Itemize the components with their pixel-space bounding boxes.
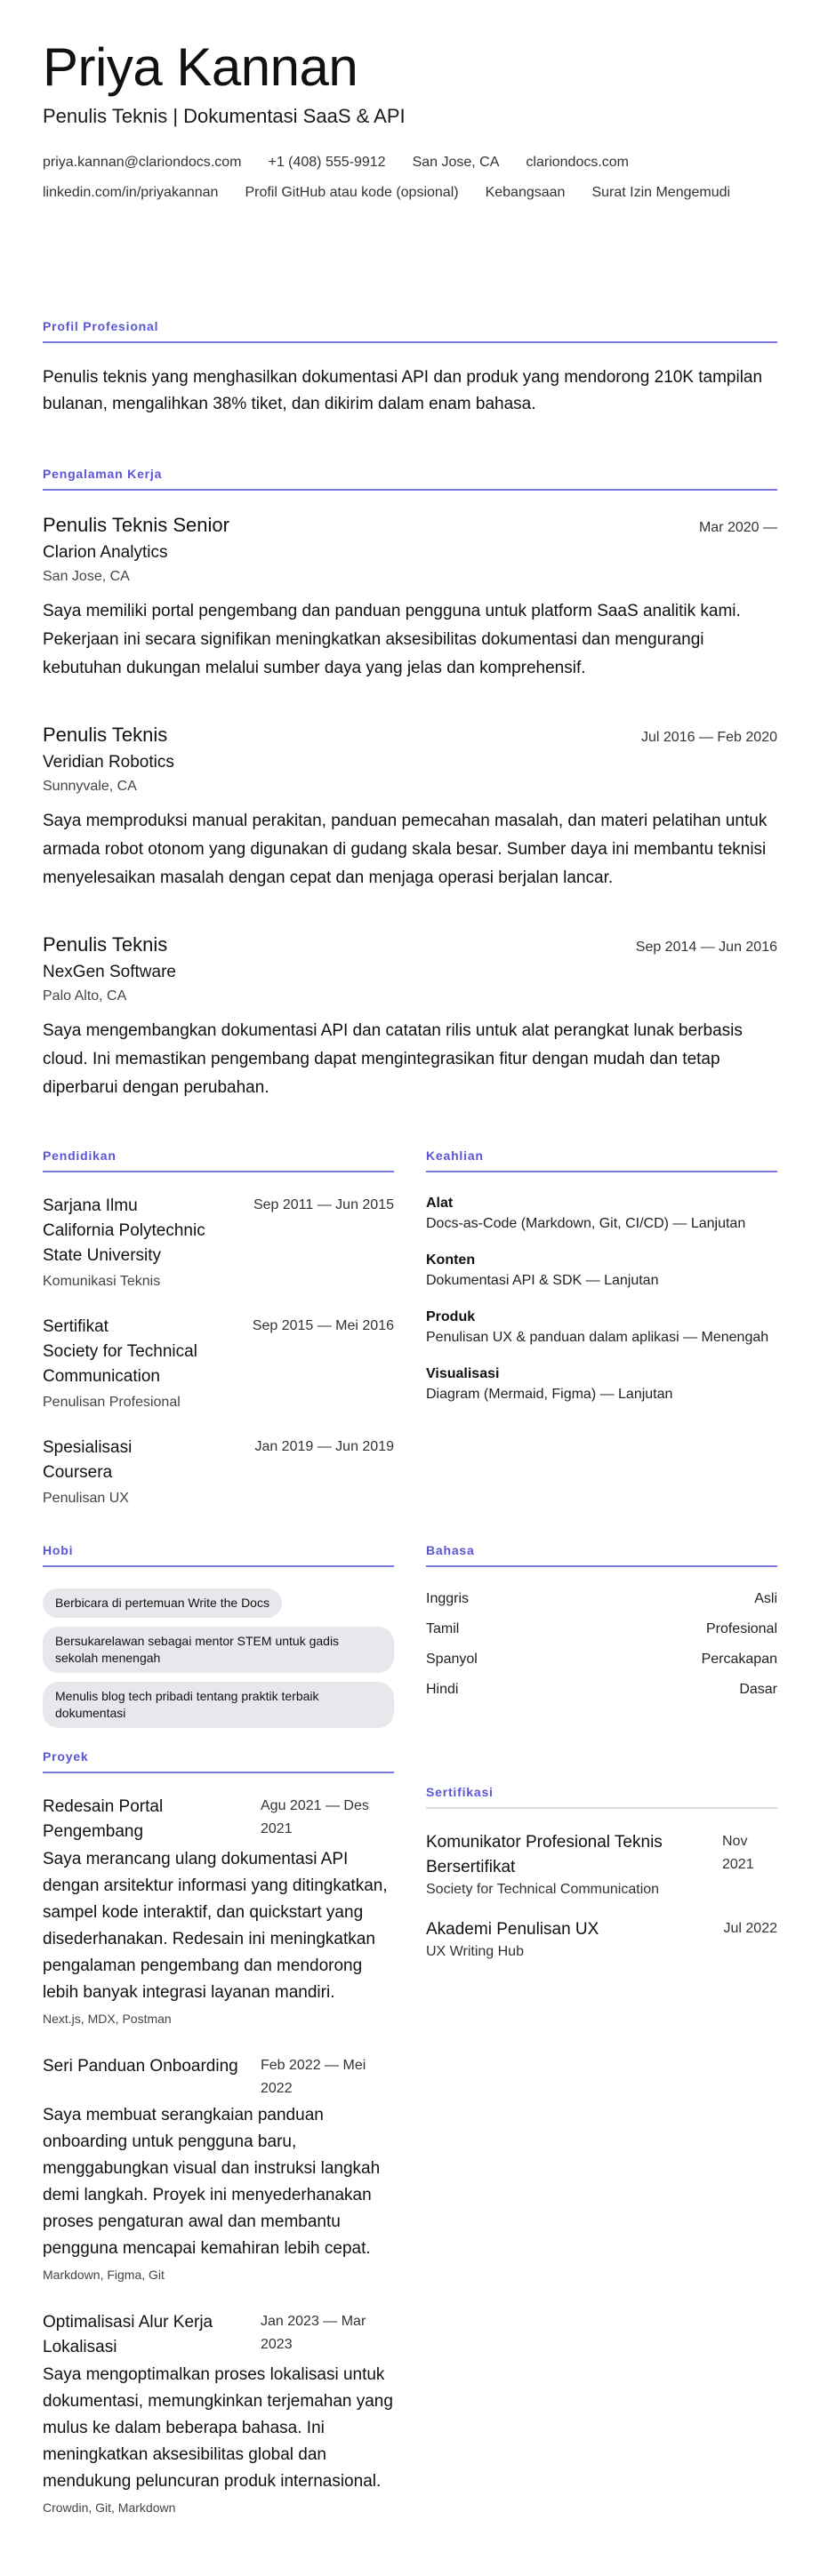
contact-github[interactable]: Profil GitHub atau kode (opsional) [245, 185, 459, 200]
skill-value: Dokumentasi API & SDK — Lanjutan [426, 1273, 659, 1288]
certification-date: Jul 2022 [723, 1921, 777, 1936]
summary-section [43, 319, 777, 467]
job-entry [43, 932, 777, 1102]
contact-email[interactable]: priya.kannan@clariondocs.com [43, 155, 242, 170]
language-level: Profesional [705, 1621, 777, 1636]
certification-entry [426, 1830, 777, 1900]
projects-section [43, 1749, 394, 2543]
job-company: Clarion Analytics [43, 543, 168, 562]
job-description: Saya mengembangkan dokumentasi API dan catatan rilis untuk alat perangkat lunak berbasis cloud. Ini memastikan pengembang dapat mengintegrasikan fitur dengan mudah dan tetap diperbarui dengan perubahan. [43, 1021, 743, 1097]
education-field: Komunikasi Teknis [43, 1274, 161, 1289]
job-date: Jul 2016 — Feb 2020 [641, 730, 777, 745]
language-level: Percakapan [701, 1652, 777, 1667]
project-tech: Crowdin, Git, Markdown [43, 2500, 176, 2515]
language-entry [426, 1649, 777, 1670]
hobbies-heading: Hobi [43, 1543, 394, 1567]
project-date: Agu 2021 — Des 2021 [261, 1798, 369, 1836]
hobby-list [43, 1588, 394, 1728]
job-location: Sunnyvale, CA [43, 779, 137, 794]
job-company: NexGen Software [43, 963, 176, 981]
language-name: Inggris [426, 1591, 470, 1606]
job-location: Palo Alto, CA [43, 988, 127, 1004]
certification-entry [426, 1917, 777, 1962]
skill-value: Penulisan UX & panduan dalam aplikasi — Menengah [426, 1330, 769, 1345]
certification-date: Nov 2021 [722, 1834, 754, 1872]
certification-title: Komunikator Profesional Teknis Bersertifikat [426, 1833, 663, 1876]
skill-entry [426, 1194, 777, 1235]
project-entry [43, 1795, 394, 2028]
certification-title: Akademi Penulisan UX [426, 1920, 599, 1939]
skill-entry [426, 1364, 777, 1405]
education-heading: Pendidikan [43, 1148, 394, 1172]
skill-category: Alat [426, 1196, 454, 1211]
education-entry [43, 1315, 394, 1412]
certifications-heading: Sertifikasi [426, 1785, 777, 1809]
skill-entry [426, 1251, 777, 1292]
language-level: Dasar [739, 1682, 777, 1697]
languages-heading: Bahasa [426, 1543, 777, 1567]
project-description: Saya mengoptimalkan proses lokalisasi untuk dokumentasi, memungkinkan terjemahan yang mulus ke dalam beberapa bahasa. Ini meningkatkan aksesibilitas global dan mendukung peluncuran produk internasional. [43, 2365, 393, 2491]
project-title: Redesain Portal Pengembang [43, 1797, 164, 1841]
hobbies-section [43, 1543, 394, 1749]
project-date: Feb 2022 — Mei 2022 [261, 2058, 366, 2096]
contact-linkedin[interactable]: linkedin.com/in/priyakannan [43, 185, 219, 200]
education-entry [43, 1194, 394, 1292]
language-name: Spanyol [426, 1652, 478, 1667]
job-description: Saya memiliki portal pengembang dan panduan pengguna untuk platform SaaS analitik kami. Pekerjaan ini secara signifikan meningkatkan aksesibilitas dokumentasi dan mengurangi kebutuhan dukungan melalui sumber daya yang jelas dan komprehensif. [43, 602, 741, 677]
project-description: Saya membuat serangkaian panduan onboarding untuk pengguna baru, menggabungkan visual dan instruksi langkah demi langkah. Proyek ini menyederhanakan proses pengaturan awal dan membantu pengguna mencapai kemahiran lebih cepat. [43, 2106, 381, 2258]
education-degree: Spesialisasi [43, 1438, 133, 1457]
education-degree: Sertifikat [43, 1317, 109, 1336]
job-company: Veridian Robotics [43, 753, 174, 772]
language-name: Tamil [426, 1621, 460, 1636]
summary-text: Penulis teknis yang menghasilkan dokumentasi API dan produk yang mendorong 210K tampilan bulanan, mengalihkan 38% tiket, dan dikirim dalam enam bahasa. [43, 368, 763, 413]
language-entry [426, 1619, 777, 1640]
projects-heading: Proyek [43, 1749, 394, 1773]
contact-license: Surat Izin Mengemudi [591, 185, 731, 200]
education-school: Coursera [43, 1463, 113, 1482]
job-description: Saya memproduksi manual perakitan, panduan pemecahan masalah, dan materi pelatihan untuk armada robot otonom yang digunakan di gudang skala besar. Sumber daya ini membantu teknisi menyelesaikan masalah dengan cepat dan menjaga operasi berjalan lancar. [43, 812, 768, 887]
hobbies-languages-row [43, 1543, 777, 1749]
experience-heading: Pengalaman Kerja [43, 467, 777, 491]
hobby-tag: Menulis blog tech pribadi tentang praktik terbaik dokumentasi [43, 1682, 394, 1728]
contact-website[interactable]: clariondocs.com [526, 155, 630, 170]
education-field: Penulisan UX [43, 1491, 129, 1506]
education-school: Society for Technical Communication [43, 1342, 197, 1386]
hobby-tag: Bersukarelawan sebagai mentor STEM untuk gadis sekolah menengah [43, 1627, 394, 1673]
project-entry [43, 2054, 394, 2284]
skill-category: Konten [426, 1252, 476, 1268]
job-date: Sep 2014 — Jun 2016 [635, 940, 777, 955]
project-description: Saya merancang ulang dokumentasi API dengan arsitektur informasi yang ditingkatkan, sampel kode interaktif, dan quickstart yang disederhanakan. Redesain ini meningkatkan pengalaman pengembang dan mendorong lebih banyak integrasi layanan mandiri. [43, 1850, 388, 2002]
contact-location: San Jose, CA [412, 155, 500, 170]
candidate-name: Priya Kannan [43, 37, 358, 97]
projects-certifications-row [43, 1749, 777, 2543]
summary-heading: Profil Profesional [43, 319, 777, 343]
language-entry [426, 1679, 777, 1700]
skill-value: Docs-as-Code (Markdown, Git, CI/CD) — Lanjutan [426, 1216, 746, 1231]
education-date: Sep 2011 — Jun 2015 [253, 1197, 394, 1212]
education-date: Sep 2015 — Mei 2016 [252, 1318, 394, 1333]
hobby-tag: Berbicara di pertemuan Write the Docs [43, 1588, 282, 1618]
education-school: California Polytechnic State University [43, 1221, 205, 1265]
job-title: Penulis Teknis [43, 933, 168, 956]
skills-section [426, 1148, 777, 1543]
language-name: Hindi [426, 1682, 459, 1697]
project-entry [43, 2310, 394, 2516]
education-date: Jan 2019 — Jun 2019 [254, 1439, 394, 1454]
job-title: Penulis Teknis Senior [43, 514, 229, 536]
contact-nationality: Kebangsaan [485, 185, 566, 200]
project-tech: Markdown, Figma, Git [43, 2268, 165, 2282]
contact-phone[interactable]: +1 (408) 555-9912 [268, 155, 386, 170]
certification-org: UX Writing Hub [426, 1944, 524, 1959]
job-title: Penulis Teknis [43, 724, 168, 746]
skill-category: Produk [426, 1309, 476, 1324]
skill-category: Visualisasi [426, 1366, 500, 1381]
languages-section [426, 1543, 777, 1749]
project-date: Jan 2023 — Mar 2023 [261, 2314, 366, 2352]
language-entry [426, 1588, 777, 1610]
education-field: Penulisan Profesional [43, 1395, 181, 1410]
education-entry [43, 1436, 394, 1508]
job-entry [43, 722, 777, 892]
project-tech: Next.js, MDX, Postman [43, 2012, 172, 2026]
experience-section [43, 467, 777, 1102]
project-title: Seri Panduan Onboarding [43, 2057, 238, 2076]
language-level: Asli [754, 1591, 777, 1606]
contact-list [43, 151, 777, 204]
project-title: Optimalisasi Alur Kerja Lokalisasi [43, 2313, 213, 2356]
job-date: Mar 2020 — [698, 520, 777, 535]
resume-header [43, 36, 777, 245]
certifications-section [426, 1749, 777, 2543]
certification-org: Society for Technical Communication [426, 1882, 660, 1897]
education-section [43, 1148, 394, 1543]
education-degree: Sarjana Ilmu [43, 1196, 138, 1215]
skill-value: Diagram (Mermaid, Figma) — Lanjutan [426, 1387, 673, 1402]
skill-entry [426, 1308, 777, 1348]
job-entry [43, 512, 777, 683]
job-location: San Jose, CA [43, 569, 130, 584]
candidate-title: Penulis Teknis | Dokumentasi SaaS & API [43, 105, 406, 127]
skills-heading: Keahlian [426, 1148, 777, 1172]
education-skills-row [43, 1148, 777, 1543]
